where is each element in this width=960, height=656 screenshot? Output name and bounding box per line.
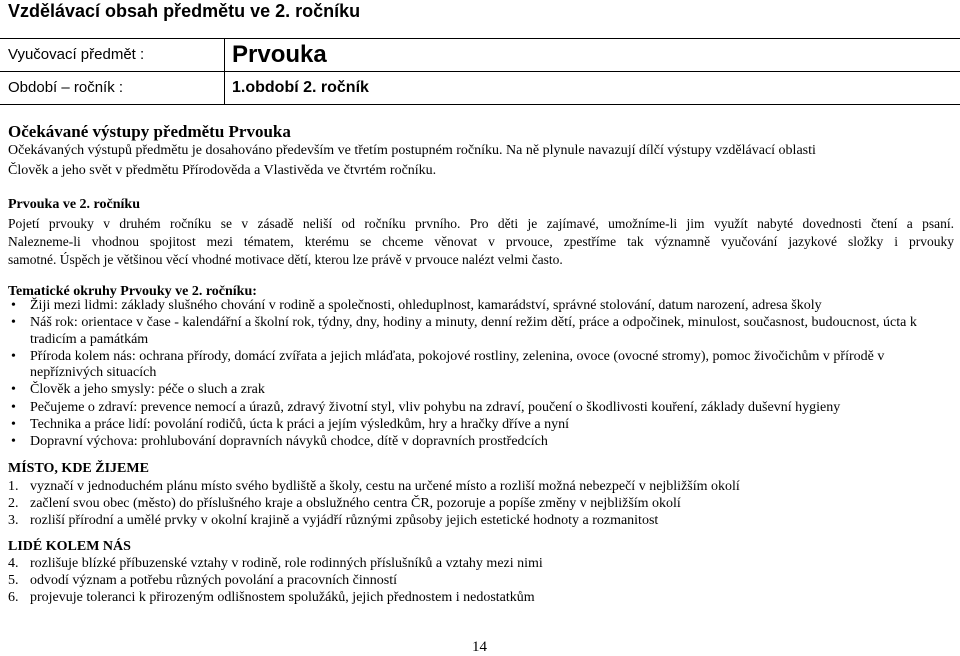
list-item: • Člověk a jeho smysly: péče o sluch a zrak: [8, 382, 954, 399]
item-text: odvodí význam a potřebu různých povolání a pracovních činností: [30, 573, 398, 589]
page-title: Vzdělávací obsah předmětu ve 2. ročníku: [8, 1, 361, 21]
item-text: projevuje toleranci k přirozeným odlišnostem spolužáků, jejich přednostem i nedostatkům: [30, 590, 535, 606]
period-value: 1.období 2. ročník: [232, 79, 369, 96]
expected-outputs-line-2: Člověk a jeho svět v předmětu Přírodověda a Vlastivěda ve čtvrtém ročníku.: [8, 163, 437, 178]
grade-paragraph-line-3: samotné. Úspěch je většinou věcí vhodné motivace dětí, kterou lze právě v prvouce nalézt velmi často.: [8, 252, 563, 267]
subject-row: [0, 39, 960, 71]
list-item: [8, 495, 954, 512]
page-number: 14: [472, 639, 487, 655]
topics-list: [8, 298, 954, 451]
item-number: 3.: [8, 513, 19, 529]
table-divider: [224, 39, 225, 71]
list-item: • Žiji mezi lidmi: základy slušného chování v rodině a společnosti, ohleduplnost, kamarádství, správné stolování, datum narození, adresa školy: [8, 298, 954, 315]
expected-outputs-line-1: Očekávaných výstupů předmětu je dosahováno především ve třetím postupném ročníku. Na ně plynule navazují dílčí výstupy vzdělávací oblasti: [8, 143, 816, 158]
item-text: rozlišuje blízké příbuzenské vztahy v rodině, role rodinných příslušníků a vztahy mezi nimi: [30, 556, 543, 571]
subject-value: Prvouka: [232, 41, 327, 68]
item-number: 5.: [8, 573, 19, 589]
list-item: • Příroda kolem nás: ochrana přírody, domácí zvířata a jejich mláďata, pokojové rostliny, zelenina, ovoce (ovocné stromy), pomoc živočichům v přírodě v nepříznivých situacích: [8, 349, 954, 382]
topics-heading: Tematické okruhy Prvouky ve 2. ročníku:: [8, 284, 257, 299]
table-divider: [224, 72, 225, 104]
item-text: začlení svou obec (město) do příslušného kraje a obslužného centra ČR, pozoruje a popíše změny v nejbližším okolí: [30, 496, 681, 512]
item-number: 6.: [8, 590, 19, 606]
item-number: 4.: [8, 556, 19, 571]
period-label: Období – ročník :: [8, 79, 124, 96]
people-outcomes-list: [8, 555, 954, 607]
period-row: [0, 71, 960, 104]
grade-heading: Prvouka ve 2. ročníku: [8, 197, 140, 212]
list-item: [8, 512, 954, 529]
grade-paragraph-line-2: Nalezneme-li vhodnou spojitost mezi tématem, kterému se chceme věnovat v prvouce, zpestříme tak významně vyučování jazykové složky i prvouky: [8, 234, 954, 249]
list-item: • Pečujeme o zdraví: prevence nemocí a úrazů, zdravý životní styl, vliv pohybu na zdraví, poučení o škodlivosti kouření, základy duševní hygieny: [8, 400, 954, 417]
expected-outputs-heading: Očekávané výstupy předmětu Prvouka: [8, 122, 291, 141]
item-text: rozliší přírodní a umělé prvky v okolní krajině a vyjádří různými způsoby jejich estetické hodnoty a rozmanitost: [30, 513, 659, 529]
subject-label: Vyučovací předmět :: [8, 46, 145, 63]
subject-table: [0, 38, 960, 105]
list-item: • Technika a práce lidí: povolání rodičů, úcta k práci a jejím výsledkům, hry a hračky dříve a nyní: [8, 417, 954, 434]
list-item: [8, 478, 954, 495]
list-item: [8, 589, 954, 606]
list-item: • Náš rok: orientace v čase - kalendářní a školní rok, týdny, dny, hodiny a minuty, denní režim dětí, práce a odpočinek, minulost, současnost, budoucnost, úcta k tradicím a památkám: [8, 315, 954, 348]
list-item: • Dopravní výchova: prohlubování dopravních návyků chodce, dítě v dopravních prostředcích: [8, 434, 954, 451]
list-item: [8, 572, 954, 589]
place-heading: MÍSTO, KDE ŽIJEME: [8, 461, 149, 476]
people-heading: LIDÉ KOLEM NÁS: [8, 539, 131, 554]
item-number: 2.: [8, 496, 19, 512]
list-item: [8, 555, 954, 572]
item-text: vyznačí v jednoduchém plánu místo svého bydliště a školy, cestu na určené místo a rozliší možná nebezpečí v nejbližším okolí: [30, 479, 740, 494]
grade-paragraph-line-1: Pojetí prvouky v druhém ročníku se v zásadě neliší od ročníku prvního. Pro děti je zajímavé, umožníme-li jim využít nabyté dovednosti čtení a psaní.: [8, 216, 954, 231]
place-outcomes-list: [8, 478, 954, 530]
item-number: 1.: [8, 479, 19, 494]
